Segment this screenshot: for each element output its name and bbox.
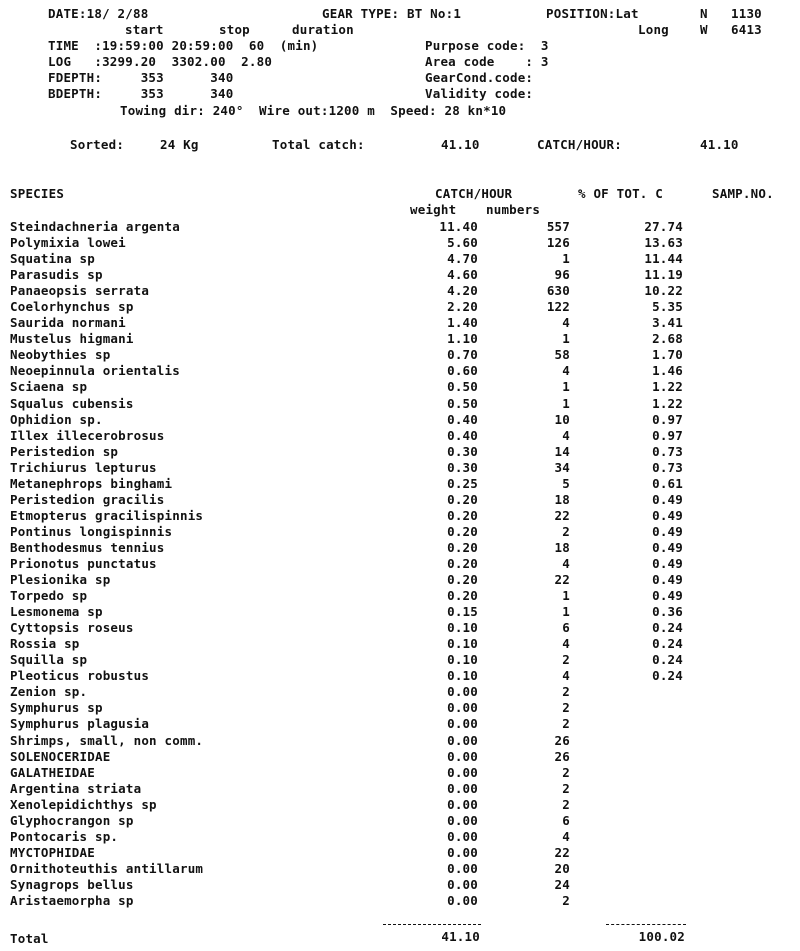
species-name: Saurida normani [10,315,126,331]
percent-cell: 0.24 [652,620,683,636]
percent-cell: 1.22 [652,379,683,395]
percent-cell: 10.22 [644,283,683,299]
total-weight: 41.10 [441,929,480,944]
weight-cell: 0.00 [447,684,478,700]
table-row [0,460,800,476]
numbers-cell: 4 [562,427,570,443]
percent-cell: 0.24 [652,668,683,684]
weight-cell: 0.20 [447,523,478,539]
percent-cell: 27.74 [644,219,683,234]
numbers-cell: 2 [562,684,570,700]
percent-cell: 0.61 [652,475,683,491]
table-row [0,893,800,909]
species-name: Neoepinnula orientalis [10,363,180,379]
weight-cell: 0.00 [447,732,478,748]
species-name: Trichiurus lepturus [10,459,157,475]
species-name: Parasudis sp [10,267,103,283]
table-row [0,749,800,765]
stop-label: stop [219,22,250,37]
numbers-cell: 122 [546,299,570,315]
table-row [0,733,800,749]
percent-cell: 1.22 [652,395,683,411]
total-catch-value: 41.10 [441,137,480,152]
table-row [0,444,800,460]
species-name: Cyttopsis roseus [10,620,134,636]
purpose-code: Purpose code: 3 [425,38,549,53]
weight-cell: 0.30 [447,459,478,475]
percent-cell: 0.24 [652,652,683,668]
species-name: Lesmonema sp [10,604,103,620]
percent-cell: 0.49 [652,572,683,588]
sample-number-header: SAMP.NO. [712,186,774,201]
table-row [0,347,800,363]
weight-cell: 0.20 [447,491,478,507]
weight-cell: 0.40 [447,427,478,443]
numbers-cell: 2 [562,716,570,732]
species-name: Synagrops bellus [10,876,134,892]
species-name: Peristedion gracilis [10,491,165,507]
species-name: Etmopterus gracilispinnis [10,507,204,523]
species-name: Shrimps, small, non comm. [10,732,204,748]
weight-cell: 0.00 [447,764,478,780]
numbers-cell: 96 [554,267,570,283]
species-name: Polymixia lowei [10,235,126,251]
table-row [0,620,800,636]
numbers-cell: 18 [554,539,570,555]
weight-cell: 4.60 [447,267,478,283]
validity-code: Validity code: [425,86,534,101]
table-row [0,540,800,556]
weight-cell: 0.20 [447,588,478,604]
position-label: POSITION:Lat [546,6,639,21]
numbers-cell: 4 [562,828,570,844]
numbers-cell: 4 [562,315,570,331]
percent-cell: 0.49 [652,588,683,604]
table-row [0,476,800,492]
long-label: Long [638,22,669,37]
species-name: Mustelus higmani [10,331,134,347]
weight-cell: 0.00 [447,780,478,796]
numbers-cell: 2 [562,523,570,539]
species-name: Pontocaris sp. [10,828,119,844]
species-name: Squatina sp [10,251,95,267]
numbers-cell: 1 [562,251,570,267]
weight-cell: 0.00 [447,892,478,908]
species-name: Squalus cubensis [10,395,134,411]
numbers-cell: 5 [562,475,570,491]
table-row [0,716,800,732]
numbers-cell: 126 [546,235,570,251]
percent-cell: 1.70 [652,347,683,363]
weight-cell: 4.70 [447,251,478,267]
total-catch-label: Total catch: [272,137,365,152]
weight-cell: 0.20 [447,555,478,571]
percent-cell: 0.73 [652,443,683,459]
weight-cell: 11.40 [439,219,478,234]
table-row [0,781,800,797]
weight-cell: 0.00 [447,876,478,892]
total-weight-rule [383,924,481,925]
total-pct-rule [606,924,686,925]
weight-cell: 4.20 [447,283,478,299]
weight-cell: 0.25 [447,475,478,491]
species-name: Panaeopsis serrata [10,283,150,299]
numbers-cell: 6 [562,812,570,828]
numbers-cell: 2 [562,796,570,812]
pct-total-header: % OF TOT. C [578,186,663,201]
long-value: 6413 [731,22,762,37]
weight-header: weight [410,202,457,217]
catch-hour-value: 41.10 [700,137,739,152]
numbers-cell: 1 [562,588,570,604]
species-name: Aristaemorpha sp [10,892,134,908]
numbers-cell: 1 [562,331,570,347]
numbers-cell: 22 [554,507,570,523]
numbers-cell: 4 [562,555,570,571]
numbers-cell: 1 [562,379,570,395]
species-name: Rossia sp [10,636,80,652]
log-line: LOG :3299.20 3302.00 2.80 [48,54,273,69]
species-name: Metanephrops binghami [10,475,173,491]
start-label: start [125,22,164,37]
percent-cell: 11.44 [644,251,683,267]
table-row [0,235,800,251]
weight-cell: 0.00 [447,812,478,828]
table-row [0,299,800,315]
numbers-cell: 2 [562,700,570,716]
table-row [0,700,800,716]
species-name: Glyphocrangon sp [10,812,134,828]
table-row [0,829,800,845]
species-name: Symphurus sp [10,700,103,716]
percent-cell: 0.49 [652,523,683,539]
bdepth-line: BDEPTH: 353 340 [48,86,234,101]
percent-cell: 1.46 [652,363,683,379]
duration-label: duration [292,22,354,37]
species-name: Sciaena sp [10,379,88,395]
catch-hour-label: CATCH/HOUR: [537,137,622,152]
weight-cell: 0.70 [447,347,478,363]
gear-type-text: GEAR TYPE: BT No:1 [322,6,462,21]
lat-hemisphere: N [700,6,708,21]
weight-cell: 0.00 [447,796,478,812]
percent-cell: 0.49 [652,491,683,507]
table-row [0,636,800,652]
weight-cell: 0.10 [447,652,478,668]
table-row [0,331,800,347]
numbers-cell: 58 [554,347,570,363]
species-name: Xenolepidichthys sp [10,796,157,812]
numbers-cell: 14 [554,443,570,459]
species-name: Prionotus punctatus [10,555,157,571]
table-row [0,396,800,412]
species-name: Plesionika sp [10,572,111,588]
total-percent: 100.02 [638,929,685,944]
table-row [0,588,800,604]
percent-cell: 0.24 [652,636,683,652]
weight-cell: 0.00 [447,844,478,860]
numbers-cell: 10 [554,411,570,427]
weight-cell: 0.60 [447,363,478,379]
table-row [0,572,800,588]
table-row [0,508,800,524]
table-row [0,251,800,267]
species-header: SPECIES [10,186,65,201]
weight-cell: 0.00 [447,828,478,844]
species-name: Pleoticus robustus [10,668,150,684]
species-name: Argentina striata [10,780,142,796]
long-hemisphere: W [700,22,708,37]
numbers-cell: 557 [546,219,570,234]
weight-cell: 0.30 [447,443,478,459]
weight-cell: 5.60 [447,235,478,251]
weight-cell: 0.00 [447,748,478,764]
sorted-label: Sorted: [70,137,125,152]
table-row [0,315,800,331]
weight-cell: 0.10 [447,620,478,636]
fdepth-line: FDEPTH: 353 340 [48,70,234,85]
table-row [0,492,800,508]
percent-cell: 13.63 [644,235,683,251]
species-name: Squilla sp [10,652,88,668]
weight-cell: 0.10 [447,636,478,652]
weight-cell: 2.20 [447,299,478,315]
numbers-cell: 2 [562,764,570,780]
table-row [0,652,800,668]
table-row [0,797,800,813]
species-name: MYCTOPHIDAE [10,844,95,860]
weight-cell: 0.00 [447,700,478,716]
numbers-cell: 4 [562,363,570,379]
table-row [0,604,800,620]
species-name: Steindachneria argenta [10,219,180,234]
numbers-cell: 22 [554,844,570,860]
percent-cell: 0.36 [652,604,683,620]
numbers-cell: 1 [562,604,570,620]
species-name: GALATHEIDAE [10,764,95,780]
weight-cell: 0.20 [447,539,478,555]
numbers-cell: 4 [562,636,570,652]
percent-cell: 3.41 [652,315,683,331]
percent-cell: 0.97 [652,427,683,443]
weight-cell: 1.10 [447,331,478,347]
weight-cell: 1.40 [447,315,478,331]
species-name: Ornithoteuthis antillarum [10,860,204,876]
numbers-cell: 1 [562,395,570,411]
species-name: Coelorhynchus sp [10,299,134,315]
catch-hour-header: CATCH/HOUR [435,186,513,201]
species-table [0,219,800,909]
weight-cell: 0.00 [447,860,478,876]
table-row [0,363,800,379]
table-row [0,861,800,877]
numbers-cell: 630 [546,283,570,299]
table-row [0,813,800,829]
numbers-cell: 20 [554,860,570,876]
numbers-header: numbers [486,202,541,217]
numbers-cell: 22 [554,572,570,588]
table-row [0,845,800,861]
species-name: Symphurus plagusia [10,716,150,732]
table-row [0,283,800,299]
percent-cell: 5.35 [652,299,683,315]
weight-cell: 0.20 [447,507,478,523]
numbers-cell: 34 [554,459,570,475]
numbers-cell: 2 [562,652,570,668]
species-name: Pontinus longispinnis [10,523,173,539]
weight-cell: 0.40 [447,411,478,427]
weight-cell: 0.00 [447,716,478,732]
numbers-cell: 18 [554,491,570,507]
table-row [0,219,800,235]
table-row [0,668,800,684]
weight-cell: 0.15 [447,604,478,620]
numbers-cell: 26 [554,732,570,748]
species-name: Torpedo sp [10,588,88,604]
percent-cell: 0.97 [652,411,683,427]
towing-line: Towing dir: 240° Wire out:1200 m Speed: 28 kn*10 [120,103,507,118]
percent-cell: 0.73 [652,459,683,475]
table-row [0,412,800,428]
weight-cell: 0.10 [447,668,478,684]
table-row [0,428,800,444]
percent-cell: 0.49 [652,539,683,555]
table-row [0,379,800,395]
percent-cell: 0.49 [652,555,683,571]
numbers-cell: 24 [554,876,570,892]
species-name: Neobythies sp [10,347,111,363]
weight-cell: 0.50 [447,379,478,395]
percent-cell: 0.49 [652,507,683,523]
numbers-cell: 4 [562,668,570,684]
table-row [0,524,800,540]
area-code: Area code : 3 [425,54,549,69]
table-row [0,877,800,893]
numbers-cell: 26 [554,748,570,764]
numbers-cell: 2 [562,780,570,796]
percent-cell: 2.68 [652,331,683,347]
table-row [0,765,800,781]
numbers-cell: 2 [562,892,570,908]
sorted-value: 24 Kg [160,137,199,152]
species-name: Peristedion sp [10,443,119,459]
time-line: TIME :19:59:00 20:59:00 60 (min) [48,38,319,53]
date-text: DATE:18/ 2/88 [48,6,149,21]
numbers-cell: 6 [562,620,570,636]
species-name: Ophidion sp. [10,411,103,427]
percent-cell: 11.19 [644,267,683,283]
lat-value: 1130 [731,6,762,21]
table-row [0,684,800,700]
species-name: SOLENOCERIDAE [10,748,111,764]
species-name: Zenion sp. [10,684,88,700]
total-label: Total [10,931,49,946]
table-row [0,556,800,572]
species-name: Benthodesmus tennius [10,539,165,555]
weight-cell: 0.50 [447,395,478,411]
weight-cell: 0.20 [447,572,478,588]
species-name: Illex illecerobrosus [10,427,165,443]
table-row [0,267,800,283]
gearcond-code: GearCond.code: [425,70,534,85]
